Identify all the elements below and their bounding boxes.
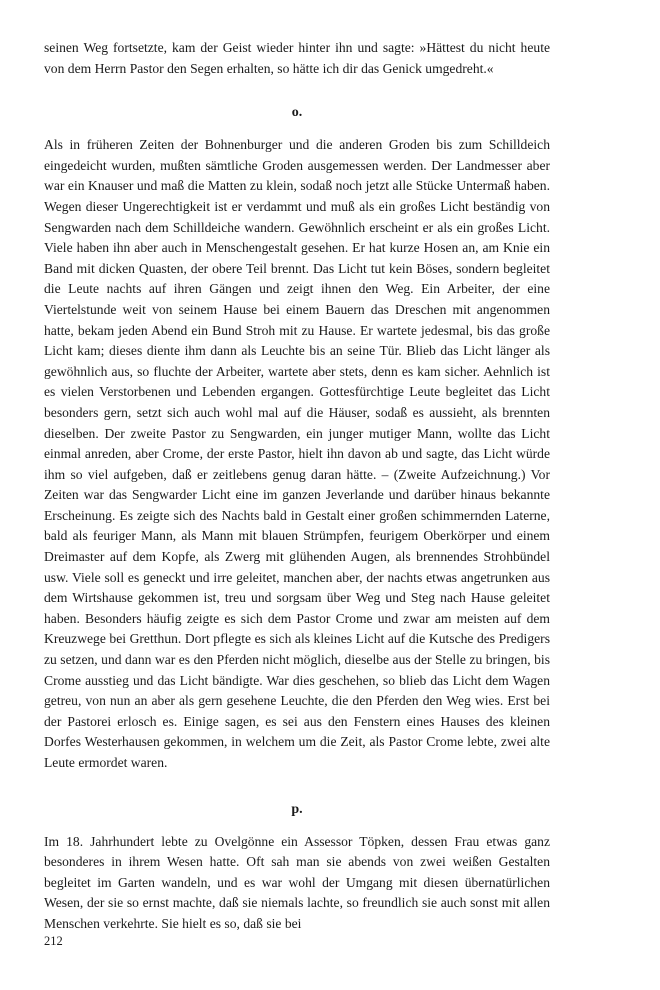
section-p-text: Im 18. Jahrhundert lebte zu Ovelgönne ein Assessor Töpken, dessen Frau etwas ganz besonderes in ihrem Wesen hatte. Oft sah man sie abends von zwei weißen Gestalten begleitet im Garten wandeln, und es war wohl der Umgang mit diesen übernatürlichen Wesen, der sie so ernst machte, daß sie niemals lachte, so freundlich sie auch sonst mit allen Menschen verkehrte. Sie hielt es so, daß sie bei [44,833,550,931]
intro-paragraph: seinen Weg fortsetzte, kam der Geist wieder hinter ihn und sagte: »Hättest du nicht heute von dem Herrn Pastor den Segen erhalten, so hätte ich dir das Genick umgedreht.« [44,40,550,76]
book-page [44,38,550,935]
page-number: 212 [44,934,63,948]
section-heading-p: p. [291,801,303,817]
section-o-text: Als in früheren Zeiten der Bohnenburger und die anderen Groden bis zum Schilldeich eingedeicht wurden, mußten sämtliche Groden ausgemessen werden. Der Landmesser aber war ein Knauser und maß die Matten zu klein, sodaß noch jetzt alle Stücke Untermaß haben. Wegen dieser Ungerechtigkeit ist er verdammt und muß als ein großes Licht beständig von Sengwarden nach dem Schilldeiche wandern. Gewöhnlich erscheint er als ein großes Licht. Viele haben ihn aber auch in Menschengestalt gesehen. Er hat kurze Hosen an, am Knie ein Band mit dicken Quasten, der obere Teil brennt. Das Licht tut kein Böses, sondern begleitet die Leute nachts auf ihren Gängen und zeigt ihnen den Weg. Ein Arbeiter, der eine Viertelstunde weit von seinem Hause bei einem Bauern das Dreschen mit angenommen hatte, bekam jeden Abend ein Bund Stroh mit zu Hause. Er wartete jedesmal, bis das große Licht kam; dieses diente ihm dann als Leuchte bis an seine Tür. Blieb das Licht länger als gewöhnlich aus, so fluchte der Arbeiter, wartete aber stets, denn es kam sicher. Aehnlich ist es vielen Verstorbenen und Lebenden ergangen. Gottesfürchtige Leute begleitet das Licht besonders gern, setzt sich auch wohl mal auf die Häuser, sodaß es aussieht, als brennten dieselben. Der zweite Pastor zu Sengwarden, ein junger mutiger Mann, wollte das Licht einmal anreden, aber Crome, der erste Pastor, hielt ihn davon ab und sagte, das Licht würde ihm so viel aufgeben, daß er zeitlebens genug daran hätte. – (Zweite Aufzeichnung.) Vor Zeiten war das Sengwarder Licht eine im ganzen Jeverlande und darüber hinaus bekannte Erscheinung. Es zeigte sich des Nachts bald in Gestalt einer großen schimmernden Laterne, bald als feuriger Mann, als Mann mit blauen Strümpfen, feurigem Oberkörper und einem Dreimaster auf dem Kopfe, als Zwerg mit glühenden Augen, als brennendes Strohbündel usw. Viele soll es geneckt und irre geleitet, manchen aber, der nachts etwas angetrunken aus dem Wirtshause gekommen ist, treu und sorgsam über Weg und Steg nach Hause geleitet haben. Besonders häufig zeigte es sich dem Pastor Crome und zwar am meisten auf dem Kreuzwege bei Gretthun. Dort pflegte es sich als kleines Licht auf die Kutsche des Predigers zu setzen, und dann war es den Pferden nicht möglich, dieselbe aus der Stelle zu bringen, bis Crome ausstieg und das Licht bändigte. War dies geschehen, so blieb das Licht dem Wagen getreu, von nun an aber als gern gesehene Leuchte, die den Pferden den Weg wies. Erst bei der Pastorei erlosch es. Einige sagen, es sei aus den Fenstern eines Hauses des kleinen Dorfes Westerhausen gekommen, in welchem um die Zeit, als Pastor Crome lebte, zwei alte Leute ermordet waren. [44,137,550,770]
section-heading-o: o. [291,105,303,121]
